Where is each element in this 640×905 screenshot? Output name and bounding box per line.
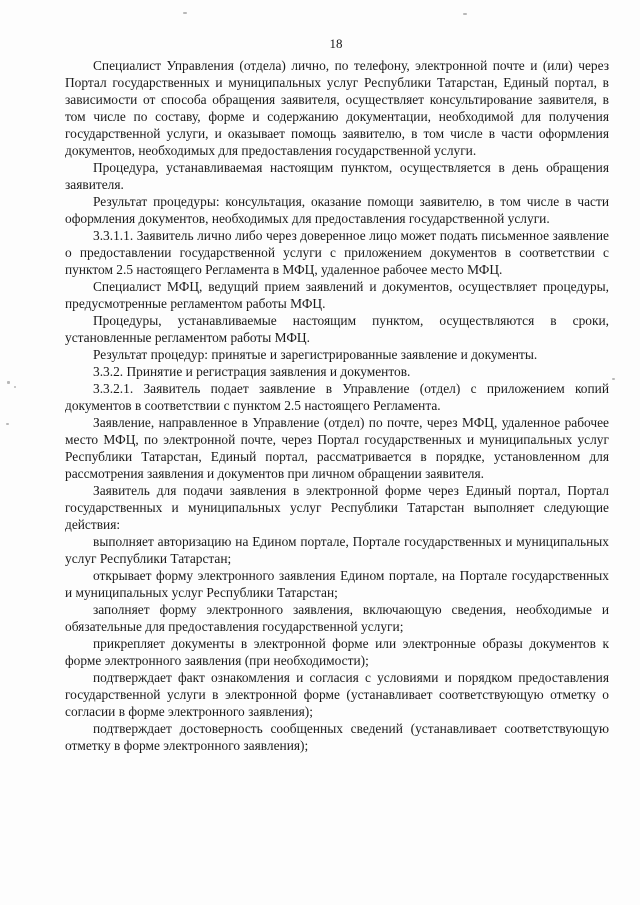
- paragraph: Специалист Управления (отдела) лично, по телефону, электронной почте и (или) через Портал государственных и муниципальных услуг Республики Татарстан, Единый портал, в зависимости от способа обращения заявителя, осуществляет консультирование заявителя, в том числе по составу, форме и содержанию документации, необходимой для получения государственной услуги, и оказывает помощь заявителю, в том числе в части оформления документов, необходимых для предоставления государственной услуги.: [65, 58, 609, 158]
- paragraph: Результат процедуры: консультация, оказание помощи заявителю, в том числе в части оформления документов, необходимых для предоставления государственной услуги.: [65, 194, 609, 226]
- paragraph: заполняет форму электронного заявления, включающую сведения, необходимые и обязательные для предоставления государственной услуги;: [65, 602, 609, 634]
- paragraph: Заявитель для подачи заявления в электронной форме через Единый портал, Портал государственных и муниципальных услуг Республики Татарстан выполняет следующие действия:: [65, 483, 609, 532]
- paragraph: выполняет авторизацию на Едином портале, Портале государственных и муниципальных услуг Республики Татарстан;: [65, 534, 609, 566]
- document-body: [65, 57, 609, 754]
- paragraph: Процедуры, устанавливаемые настоящим пунктом, осуществляются в сроки, установленные регламентом работы МФЦ.: [65, 313, 609, 345]
- paragraph: 3.3.2. Принятие и регистрация заявления и документов.: [93, 364, 411, 379]
- paragraph: открывает форму электронного заявления Едином портале, на Портале государственных и муниципальных услуг Республики Татарстан;: [65, 568, 609, 600]
- paragraph: подтверждает достоверность сообщенных сведений (устанавливает соответствующую отметку в форме электронного заявления);: [65, 721, 609, 753]
- scan-artifact: [14, 386, 16, 388]
- paragraph: подтверждает факт ознакомления и согласия с условиями и порядком предоставления государственной услуги в электронной форме (устанавливает соответствующую отметку о согласии в форме электронного заявления);: [65, 670, 609, 719]
- paragraph: Заявление, направленное в Управление (отдел) по почте, через МФЦ, удаленное рабочее место МФЦ, по электронной почте, через Портал государственных и муниципальных услуг Республики Татарстан, Единый портал, рассматривается в порядке, установленном для рассмотрения заявления и документов при личном обращении заявителя.: [65, 415, 609, 481]
- page-number: 18: [329, 36, 343, 51]
- scan-artifact: [463, 13, 467, 15]
- paragraph: Результат процедур: принятые и зарегистрированные заявление и документы.: [93, 347, 538, 362]
- scan-artifact: [612, 378, 615, 380]
- scan-artifact: [7, 381, 10, 384]
- paragraph: Процедура, устанавливаемая настоящим пунктом, осуществляется в день обращения заявителя.: [65, 160, 609, 192]
- paragraph: прикрепляет документы в электронной форме или электронные образы документов к форме электронного заявления (при необходимости);: [65, 636, 609, 668]
- paragraph: 3.3.2.1. Заявитель подает заявление в Управление (отдел) с приложением копий документов в соответствии с пунктом 2.5 настоящего Регламента.: [65, 381, 609, 413]
- paragraph: Специалист МФЦ, ведущий прием заявлений и документов, осуществляет процедуры, предусмотренные регламентом работы МФЦ.: [65, 279, 609, 311]
- scan-artifact: [6, 423, 9, 425]
- scan-artifact: [183, 12, 187, 14]
- paragraph: 3.3.1.1. Заявитель лично либо через доверенное лицо может подать письменное заявление о предоставлении государственной услуги с приложением документов в соответствии с пунктом 2.5 настоящего Регламента в МФЦ, удаленное рабочее место МФЦ.: [65, 228, 609, 277]
